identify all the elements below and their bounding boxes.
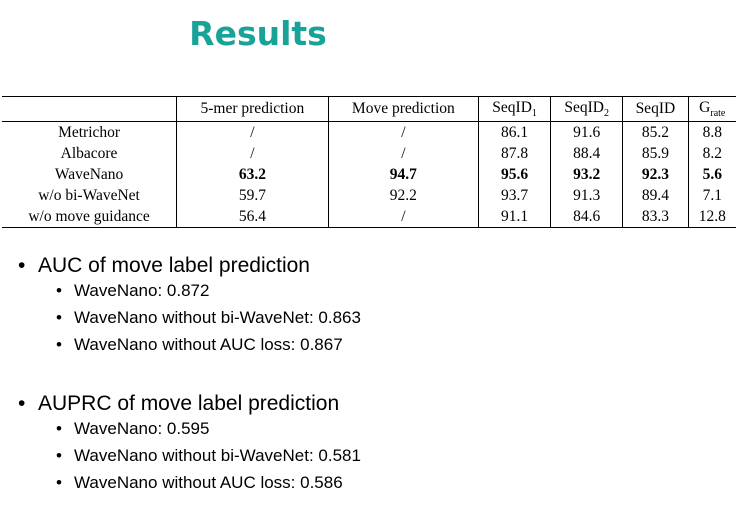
auprc-section — [18, 392, 361, 500]
table-cell: WaveNano — [54, 165, 124, 183]
table-row — [2, 143, 736, 164]
table-cell: 85.9 — [623, 143, 688, 164]
header-cell: SeqID — [623, 97, 688, 122]
bullet-icon: • — [56, 335, 62, 354]
sub-list — [18, 419, 361, 493]
table-cell: / — [328, 143, 478, 164]
table-row — [2, 206, 736, 228]
table-cell: / — [177, 122, 329, 144]
list-item: • WaveNano: 0.872 — [56, 281, 210, 300]
table-cell: 83.3 — [623, 206, 688, 228]
section-heading-text: AUC of move label prediction — [38, 254, 310, 277]
section-heading-text: AUPRC of move label prediction — [38, 392, 340, 415]
header-cell: $G_{rate}$ — [688, 97, 736, 122]
header-cell: SeqID$_2$ — [551, 97, 623, 122]
table-cell: 86.1 — [479, 122, 551, 144]
table-cell: 63.2 — [177, 164, 329, 185]
table-row — [2, 122, 736, 144]
section-heading — [18, 254, 361, 278]
table-cell: 91.6 — [551, 122, 623, 144]
bullet-icon: • — [18, 254, 26, 277]
table-cell: 91.3 — [551, 185, 623, 206]
table-cell: 56.4 — [177, 206, 329, 228]
table-cell: w/o bi-WaveNet — [38, 186, 140, 204]
bullet-icon: • — [56, 281, 62, 300]
list-item: • WaveNano without bi-WaveNet: 0.863 — [56, 308, 361, 327]
table-cell: 59.7 — [177, 185, 329, 206]
table-cell: / — [328, 122, 478, 144]
table-cell: 85.2 — [623, 122, 688, 144]
bullet-icon: • — [56, 446, 62, 465]
header-cell: Move prediction — [328, 97, 478, 122]
section-heading — [18, 392, 361, 416]
list-item: • WaveNano: 0.595 — [56, 419, 210, 438]
table-cell: 88.4 — [551, 143, 623, 164]
table-header-row — [2, 97, 736, 122]
table-cell: 87.8 — [479, 143, 551, 164]
table-cell: 89.4 — [623, 185, 688, 206]
header-cell — [2, 97, 177, 122]
table-cell: 8.2 — [688, 143, 736, 164]
table-cell: Metrichor — [58, 123, 121, 141]
list-item: • WaveNano without AUC loss: 0.586 — [56, 473, 343, 492]
table-cell: / — [177, 143, 329, 164]
table-cell: 92.3 — [623, 164, 688, 185]
table-cell: 92.2 — [328, 185, 478, 206]
table-cell: w/o move guidance — [28, 207, 150, 225]
list-item: • WaveNano without bi-WaveNet: 0.581 — [56, 446, 361, 465]
table-cell: 91.1 — [479, 206, 551, 228]
sub-list — [18, 281, 361, 355]
table-cell: 84.6 — [551, 206, 623, 228]
list-item: • WaveNano without AUC loss: 0.867 — [56, 335, 343, 354]
header-cell: 5-mer prediction — [177, 97, 329, 122]
table-cell: 95.6 — [479, 164, 551, 185]
bullet-icon: • — [18, 392, 26, 415]
table-cell: 93.2 — [551, 164, 623, 185]
table-cell: 12.8 — [688, 206, 736, 228]
table-cell: Albacore — [60, 144, 118, 162]
header-cell: SeqID$_1$ — [479, 97, 551, 122]
bullet-icon: • — [56, 308, 62, 327]
table-cell: 7.1 — [688, 185, 736, 206]
table-cell: 94.7 — [328, 164, 478, 185]
results-table — [2, 96, 736, 228]
auc-section — [18, 254, 361, 362]
table-row — [2, 185, 736, 206]
table-cell: 8.8 — [688, 122, 736, 144]
table-cell: 93.7 — [479, 185, 551, 206]
table-row — [2, 164, 736, 185]
page-title: Results — [189, 14, 327, 53]
table-cell: 5.6 — [688, 164, 736, 185]
table-cell: / — [328, 206, 478, 228]
bullet-icon: • — [56, 419, 62, 438]
bullet-icon: • — [56, 473, 62, 492]
